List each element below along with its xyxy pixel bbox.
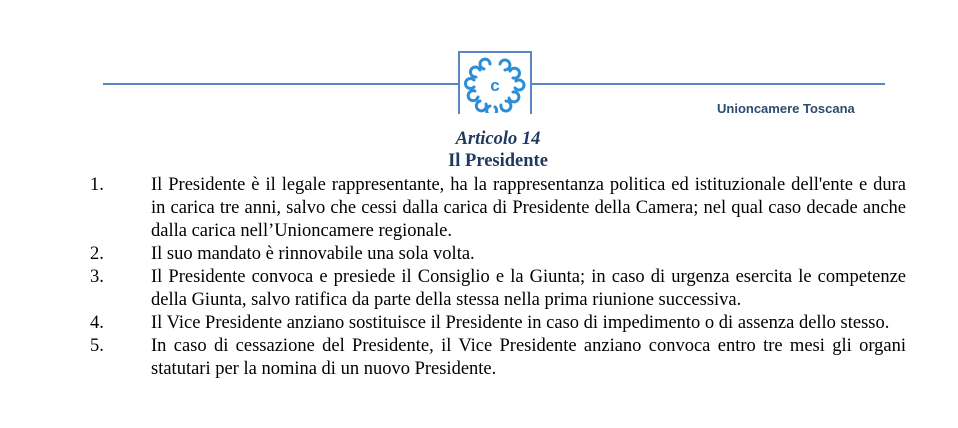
list-item-text: Il Presidente convoca e presiede il Consiglio e la Giunta; in caso di urgenza esercita le competenze della Giunta, salvo ratifica da parte della stessa nella prima riunione successiva. <box>151 267 906 310</box>
list-item-text: Il Vice Presidente anziano sostituisce il Presidente in caso di impedimento o di assenza dello stesso. <box>151 313 890 333</box>
article-number: Articolo 14 <box>455 129 541 149</box>
list-item <box>0 174 958 243</box>
list-item-number: 2. <box>90 244 104 264</box>
article-items-list <box>0 174 958 381</box>
list-item <box>0 243 958 266</box>
logo-frame <box>458 51 532 114</box>
organization-name: Unioncamere Toscana <box>717 101 855 116</box>
list-item-number: 1. <box>90 175 104 195</box>
list-item-number: 4. <box>90 313 104 333</box>
article-title: Il Presidente <box>448 151 548 171</box>
svg-text:c: c <box>490 76 500 95</box>
list-item <box>0 266 958 312</box>
list-item <box>0 312 958 335</box>
header-rule-left <box>103 83 458 85</box>
list-item <box>0 335 958 381</box>
unioncamere-logo-icon <box>464 55 526 113</box>
list-item-text: Il Presidente è il legale rappresentante, ha la rappresentanza politica ed istituzionale dell'ente e dura in carica tre anni, salvo che cessi dalla carica di Presidente della Camera; nel qual caso decade anche dalla carica nell’Unioncamere regionale. <box>151 175 906 241</box>
list-item-text: In caso di cessazione del Presidente, il Vice Presidente anziano convoca entro tre mesi gli organi statutari per la nomina di un nuovo Presidente. <box>151 336 906 379</box>
list-item-text: Il suo mandato è rinnovabile una sola volta. <box>151 244 475 264</box>
header-rule-right <box>532 83 885 85</box>
list-item-number: 5. <box>90 336 104 356</box>
list-item-number: 3. <box>90 267 104 287</box>
